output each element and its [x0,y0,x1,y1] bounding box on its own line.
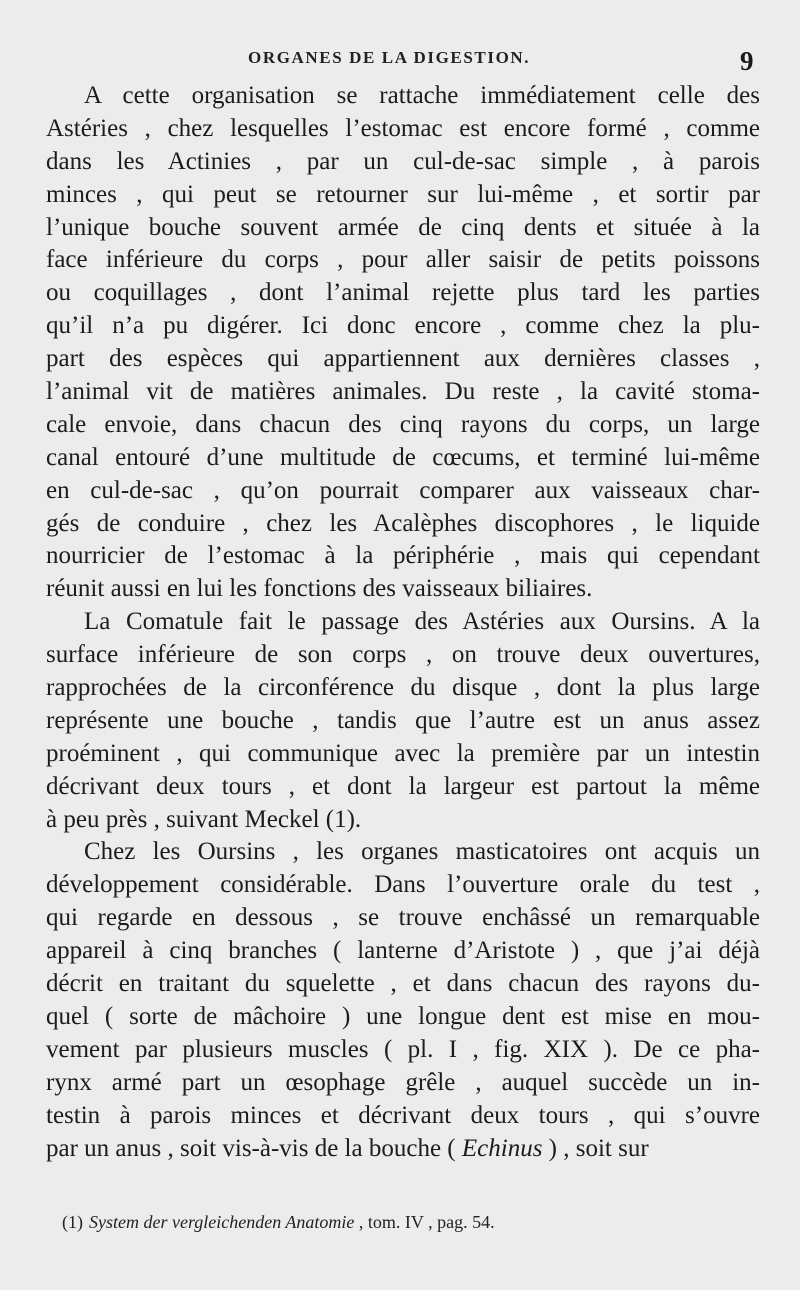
text-line: représente une bouche , tandis que l’autre est un anus assez [46,706,760,734]
text-line: qui regarde en dessous , se trouve enchâssé un remarquable [46,904,760,932]
text-line: à peu près , suivant Meckel (1). [46,805,362,833]
paragraph-comatule [46,606,760,836]
text-line: rynx armé part un œsophage grêle , auquel succède un in- [46,1068,760,1096]
text-line: Chez les Oursins , les organes masticatoires ont acquis un [84,838,760,866]
text-line: l’animal vit de matières animales. Du reste , la cavité stoma- [46,378,760,406]
running-title: ORGANES DE LA DIGESTION. [248,48,531,67]
footnote-book-title: System der vergleichenden Anatomie [89,1212,355,1232]
text-line: décrivant deux tours , et dont la largeur est partout la même [46,772,760,800]
text-line: La Comatule fait le passage des Astéries aux Oursins. A la [84,608,760,636]
text-run: par un anus , soit vis-à-vis de la bouche ( [46,1134,462,1162]
text-line: qu’il n’a pu digérer. Ici donc encore , comme chez la plu- [46,312,760,340]
text-line: l’unique bouche souvent armée de cinq dents et située à la [46,213,760,241]
text-line: testin à parois minces et décrivant deux tours , qui s’ouvre [46,1101,760,1129]
text-line: rapprochées de la circonférence du disque , dont la plus large [46,674,760,702]
text-line: face inférieure du corps , pour aller saisir de petits poissons [46,246,760,274]
footnote-reference: , tom. IV , pag. 54. [354,1212,495,1232]
body-text [46,80,760,1165]
text-line: quel ( sorte de mâchoire ) une longue dent est mise en mou- [46,1002,760,1030]
text-line-final [46,1133,760,1166]
text-line: surface inférieure de son corps , on trouve deux ouvertures, [46,641,760,669]
text-line: vement par plusieurs muscles ( pl. I , fig. XIX ). De ce pha- [46,1035,760,1063]
text-line: part des espèces qui appartiennent aux dernières classes , [46,345,760,373]
running-head [0,46,800,76]
text-line: ou coquillages , dont l’animal rejette plus tard les parties [46,279,760,307]
text-line: appareil à cinq branches ( lanterne d’Aristote ) , que j’ai déjà [46,937,760,965]
text-line: A cette organisation se rattache immédiatement celle des [84,82,760,109]
paragraph-oursins [46,836,760,1165]
text-line: décrit en traitant du squelette , et dans chacun des rayons du- [46,970,760,998]
paragraph-asteries [46,80,760,606]
text-line: gés de conduire , chez les Acalèphes discophores , le liquide [46,509,760,537]
text-line: minces , qui peut se retourner sur lui-même , et sortir par [46,180,760,208]
text-line: proéminent , qui communique avec la première par un intestin [46,739,760,767]
page-number: 9 [740,46,754,76]
footnote [62,1212,762,1233]
text-line: canal entouré d’une multitude de cœcums, et terminé lui-même [46,443,760,471]
text-line: cale envoie, dans chacun des cinq rayons du corps, un large [46,410,760,438]
text-line: en cul-de-sac , qu’on pourrait comparer aux vaisseaux char- [46,476,760,504]
text-line: développement considérable. Dans l’ouverture orale du test , [46,871,760,899]
footnote-marker: (1) [62,1212,83,1232]
genus-name-italic: Echinus [461,1134,543,1162]
text-run: ) , soit sur [542,1134,649,1162]
text-line: nourricier de l’estomac à la périphérie , mais qui cependant [46,542,760,570]
text-line: Astéries , chez lesquelles l’estomac est encore formé , comme [46,114,760,142]
text-line: réunit aussi en lui les fonctions des vaisseaux biliaires. [46,575,593,603]
text-line: dans les Actinies , par un cul-de-sac simple , à parois [46,147,760,175]
